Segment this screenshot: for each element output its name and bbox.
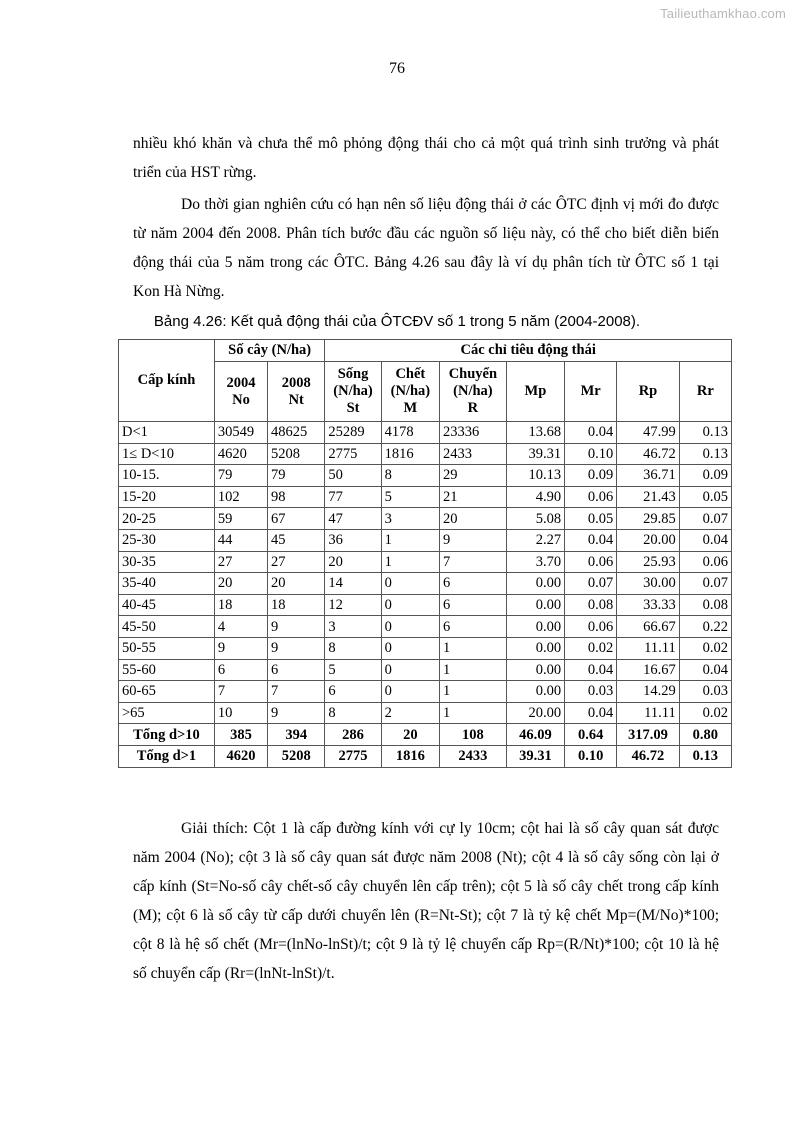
table-cell: 0.22 bbox=[679, 616, 731, 638]
header-cap-kinh: Cấp kính bbox=[119, 340, 215, 422]
table-cell: 7 bbox=[440, 551, 507, 573]
table-cell: 4.90 bbox=[506, 486, 564, 508]
table-cell: 9 bbox=[440, 529, 507, 551]
paragraph-intro: nhiều khó khăn và chưa thể mô phỏng động thái cho cả một quá trình sinh trưởng và phát triển của HST rừng. bbox=[133, 135, 719, 181]
total-cell: 20 bbox=[381, 724, 439, 746]
total-cell: 317.09 bbox=[617, 724, 680, 746]
table-cell: 21 bbox=[440, 486, 507, 508]
total-cell: 46.09 bbox=[506, 724, 564, 746]
table-cell: 0.07 bbox=[679, 573, 731, 595]
total-cell: 394 bbox=[268, 724, 325, 746]
table-cell: 27 bbox=[268, 551, 325, 573]
row-label-cell: 10-15. bbox=[119, 465, 215, 487]
table-cell: 0.06 bbox=[565, 551, 617, 573]
table-cell: 0.06 bbox=[565, 616, 617, 638]
row-label-cell: 20-25 bbox=[119, 508, 215, 530]
table-cell: 4 bbox=[214, 616, 267, 638]
table-cell: 0 bbox=[381, 594, 439, 616]
table-cell: 21.43 bbox=[617, 486, 680, 508]
table-row bbox=[119, 422, 732, 444]
total-row bbox=[119, 724, 732, 746]
header-chet: Chết (N/ha) M bbox=[381, 362, 439, 422]
table-cell: 2 bbox=[381, 702, 439, 724]
table-cell: 9 bbox=[268, 616, 325, 638]
table-cell: 0.04 bbox=[565, 529, 617, 551]
total-cell: 2775 bbox=[325, 745, 381, 767]
table-cell: 5208 bbox=[268, 443, 325, 465]
row-label-cell: 40-45 bbox=[119, 594, 215, 616]
table-cell: 0.04 bbox=[679, 529, 731, 551]
table-caption: Bảng 4.26: Kết quả động thái của ÔTCĐV số 1 trong 5 năm (2004-2008). bbox=[153, 313, 641, 330]
table-totals bbox=[119, 724, 732, 767]
total-cell: 0.80 bbox=[679, 724, 731, 746]
table-cell: 6 bbox=[440, 594, 507, 616]
table-cell: 18 bbox=[268, 594, 325, 616]
table-cell: 4620 bbox=[214, 443, 267, 465]
table-cell: 33.33 bbox=[617, 594, 680, 616]
total-label-cell: Tổng d>10 bbox=[119, 724, 215, 746]
table-cell: 10.13 bbox=[506, 465, 564, 487]
row-label-cell: 25-30 bbox=[119, 529, 215, 551]
table-cell: 0 bbox=[381, 659, 439, 681]
table-cell: 1816 bbox=[381, 443, 439, 465]
table-cell: 77 bbox=[325, 486, 381, 508]
table-cell: 0.08 bbox=[679, 594, 731, 616]
table-cell: 79 bbox=[214, 465, 267, 487]
table-cell: 30549 bbox=[214, 422, 267, 444]
table-cell: 36 bbox=[325, 529, 381, 551]
header-2004: 2004 No bbox=[214, 362, 267, 422]
header-rr: Rr bbox=[679, 362, 731, 422]
row-label-cell: 50-55 bbox=[119, 637, 215, 659]
table-row bbox=[119, 702, 732, 724]
table-row bbox=[119, 443, 732, 465]
paragraph-explanation: Giải thích: Cột 1 là cấp đường kính với cự ly 10cm; cột hai là số cây quan sát được năm 2004 (No); cột 3 là số cây quan sát được năm 2008 (Nt); cột 4 là số cây sống còn lại ở cấp kính (St=No-số cây chết-số cây chuyển lên cấp trên); cột 5 là số cây chết trong cấp kính (M); cột 6 là số cây từ cấp dưới chuyển lên (R=Nt-St); cột 7 là tỷ kệ chết Mp=(M/No)*100; cột 8 là hệ số chết (Mr=(lnNo-lnSt)/t; cột 9 là tỷ lệ chuyển cấp Rp=(R/Nt)*100; cột 10 là hệ số chuyển cấp (Rr=(lnNt-lnSt)/t. bbox=[133, 820, 719, 982]
table-cell: 14 bbox=[325, 573, 381, 595]
table-cell: 2.27 bbox=[506, 529, 564, 551]
table-cell: 0.08 bbox=[565, 594, 617, 616]
table-cell: 0.09 bbox=[565, 465, 617, 487]
table-cell: 0.00 bbox=[506, 659, 564, 681]
table-cell: 0.06 bbox=[565, 486, 617, 508]
table-cell: 0.03 bbox=[679, 681, 731, 703]
total-cell: 385 bbox=[214, 724, 267, 746]
header-mp: Mp bbox=[506, 362, 564, 422]
table-cell: 66.67 bbox=[617, 616, 680, 638]
table-row bbox=[119, 681, 732, 703]
table-cell: 1 bbox=[440, 681, 507, 703]
table-cell: 46.72 bbox=[617, 443, 680, 465]
table-cell: 6 bbox=[268, 659, 325, 681]
table-row bbox=[119, 508, 732, 530]
table-cell: 20.00 bbox=[617, 529, 680, 551]
header-chi-tieu: Các chỉ tiêu động thái bbox=[325, 340, 732, 362]
header-2008: 2008 Nt bbox=[268, 362, 325, 422]
row-label-cell: D<1 bbox=[119, 422, 215, 444]
table-cell: 20 bbox=[325, 551, 381, 573]
total-row bbox=[119, 745, 732, 767]
table-cell: 10 bbox=[214, 702, 267, 724]
header-chuyen: Chuyển (N/ha) R bbox=[440, 362, 507, 422]
row-label-cell: 30-35 bbox=[119, 551, 215, 573]
total-cell: 39.31 bbox=[506, 745, 564, 767]
table-row bbox=[119, 486, 732, 508]
watermark: Tailieuthamkhao.com bbox=[660, 6, 786, 21]
table-cell: 20 bbox=[214, 573, 267, 595]
table-cell: 0.10 bbox=[565, 443, 617, 465]
table-cell: 7 bbox=[214, 681, 267, 703]
table-cell: 1 bbox=[381, 551, 439, 573]
table-cell: 3 bbox=[381, 508, 439, 530]
table-cell: 47.99 bbox=[617, 422, 680, 444]
table-cell: 11.11 bbox=[617, 637, 680, 659]
table-cell: 0.00 bbox=[506, 637, 564, 659]
total-cell: 4620 bbox=[214, 745, 267, 767]
total-cell: 108 bbox=[440, 724, 507, 746]
table-cell: 4178 bbox=[381, 422, 439, 444]
table-cell: 0.13 bbox=[679, 422, 731, 444]
row-label-cell: 1≤ D<10 bbox=[119, 443, 215, 465]
table-cell: 8 bbox=[381, 465, 439, 487]
total-label-cell: Tổng d>1 bbox=[119, 745, 215, 767]
table-cell: 9 bbox=[268, 702, 325, 724]
header-rp: Rp bbox=[617, 362, 680, 422]
table-cell: 13.68 bbox=[506, 422, 564, 444]
table-cell: 0.00 bbox=[506, 616, 564, 638]
row-label-cell: 45-50 bbox=[119, 616, 215, 638]
header-mr: Mr bbox=[565, 362, 617, 422]
total-cell: 5208 bbox=[268, 745, 325, 767]
table-cell: 45 bbox=[268, 529, 325, 551]
table-cell: 5 bbox=[325, 659, 381, 681]
table-cell: 0.04 bbox=[565, 659, 617, 681]
table-cell: 0.05 bbox=[679, 486, 731, 508]
table-row bbox=[119, 465, 732, 487]
table-cell: 16.67 bbox=[617, 659, 680, 681]
table-cell: 6 bbox=[325, 681, 381, 703]
table-cell: 6 bbox=[440, 616, 507, 638]
table-cell: 23336 bbox=[440, 422, 507, 444]
table-cell: 0 bbox=[381, 681, 439, 703]
table-cell: 0.05 bbox=[565, 508, 617, 530]
table-row bbox=[119, 573, 732, 595]
table-cell: 12 bbox=[325, 594, 381, 616]
table-cell: 102 bbox=[214, 486, 267, 508]
table-cell: 1 bbox=[440, 637, 507, 659]
row-label-cell: 35-40 bbox=[119, 573, 215, 595]
table-cell: 1 bbox=[381, 529, 439, 551]
table-cell: 0.00 bbox=[506, 594, 564, 616]
table-cell: 0.09 bbox=[679, 465, 731, 487]
table-cell: 98 bbox=[268, 486, 325, 508]
total-cell: 0.10 bbox=[565, 745, 617, 767]
table-cell: 18 bbox=[214, 594, 267, 616]
table-cell: 20 bbox=[268, 573, 325, 595]
table-cell: 48625 bbox=[268, 422, 325, 444]
table-cell: 79 bbox=[268, 465, 325, 487]
table-cell: 59 bbox=[214, 508, 267, 530]
row-label-cell: 60-65 bbox=[119, 681, 215, 703]
total-cell: 286 bbox=[325, 724, 381, 746]
table-cell: 0.00 bbox=[506, 573, 564, 595]
table-cell: 29.85 bbox=[617, 508, 680, 530]
table-cell: 0.04 bbox=[679, 659, 731, 681]
table-cell: 0.13 bbox=[679, 443, 731, 465]
table-cell: 0 bbox=[381, 616, 439, 638]
table-cell: 50 bbox=[325, 465, 381, 487]
table-cell: 27 bbox=[214, 551, 267, 573]
table-cell: 6 bbox=[214, 659, 267, 681]
table-cell: 44 bbox=[214, 529, 267, 551]
table-cell: 9 bbox=[268, 637, 325, 659]
row-label-cell: 15-20 bbox=[119, 486, 215, 508]
table-cell: 29 bbox=[440, 465, 507, 487]
row-label-cell: >65 bbox=[119, 702, 215, 724]
table-cell: 8 bbox=[325, 702, 381, 724]
table-cell: 1 bbox=[440, 659, 507, 681]
table-cell: 20 bbox=[440, 508, 507, 530]
total-cell: 0.13 bbox=[679, 745, 731, 767]
table-cell: 0 bbox=[381, 573, 439, 595]
table-cell: 5 bbox=[381, 486, 439, 508]
table-cell: 36.71 bbox=[617, 465, 680, 487]
table-row bbox=[119, 616, 732, 638]
table-cell: 0.04 bbox=[565, 422, 617, 444]
table-cell: 67 bbox=[268, 508, 325, 530]
table-cell: 11.11 bbox=[617, 702, 680, 724]
table-cell: 7 bbox=[268, 681, 325, 703]
table-cell: 25289 bbox=[325, 422, 381, 444]
table-cell: 1 bbox=[440, 702, 507, 724]
table-cell: 0.07 bbox=[679, 508, 731, 530]
table-cell: 0.06 bbox=[679, 551, 731, 573]
table-cell: 0.04 bbox=[565, 702, 617, 724]
row-label-cell: 55-60 bbox=[119, 659, 215, 681]
table-cell: 2775 bbox=[325, 443, 381, 465]
table-cell: 0.02 bbox=[565, 637, 617, 659]
table-cell: 3 bbox=[325, 616, 381, 638]
table-cell: 0.03 bbox=[565, 681, 617, 703]
table-row bbox=[119, 637, 732, 659]
table-row bbox=[119, 659, 732, 681]
total-cell: 0.64 bbox=[565, 724, 617, 746]
table-row bbox=[119, 529, 732, 551]
table-cell: 2433 bbox=[440, 443, 507, 465]
total-cell: 2433 bbox=[440, 745, 507, 767]
header-so-cay: Số cây (N/ha) bbox=[214, 340, 325, 362]
table-cell: 25.93 bbox=[617, 551, 680, 573]
table-cell: 30.00 bbox=[617, 573, 680, 595]
table-cell: 39.31 bbox=[506, 443, 564, 465]
table-row bbox=[119, 594, 732, 616]
dynamics-table bbox=[118, 339, 732, 768]
header-song: Sống (N/ha) St bbox=[325, 362, 381, 422]
table-row bbox=[119, 551, 732, 573]
table-cell: 0.07 bbox=[565, 573, 617, 595]
table-cell: 9 bbox=[214, 637, 267, 659]
page-number: 76 bbox=[389, 60, 405, 77]
table-cell: 14.29 bbox=[617, 681, 680, 703]
table-cell: 3.70 bbox=[506, 551, 564, 573]
table-cell: 0.02 bbox=[679, 637, 731, 659]
table-cell: 0 bbox=[381, 637, 439, 659]
table-cell: 20.00 bbox=[506, 702, 564, 724]
paragraph-study-period: Do thời gian nghiên cứu có hạn nên số liệu động thái ở các ÔTC định vị mới đo được từ năm 2004 đến 2008. Phân tích bước đầu các nguồn số liệu này, có thể cho biết diễn biến động thái của 5 năm trong các ÔTC. Bảng 4.26 sau đây là ví dụ phân tích từ ÔTC số 1 tại Kon Hà Nừng. bbox=[133, 196, 719, 300]
table-header bbox=[119, 340, 732, 422]
table-cell: 5.08 bbox=[506, 508, 564, 530]
table-cell: 8 bbox=[325, 637, 381, 659]
table-cell: 0.00 bbox=[506, 681, 564, 703]
table-cell: 47 bbox=[325, 508, 381, 530]
table-cell: 6 bbox=[440, 573, 507, 595]
table-cell: 0.02 bbox=[679, 702, 731, 724]
total-cell: 1816 bbox=[381, 745, 439, 767]
table-body bbox=[119, 422, 732, 724]
total-cell: 46.72 bbox=[617, 745, 680, 767]
